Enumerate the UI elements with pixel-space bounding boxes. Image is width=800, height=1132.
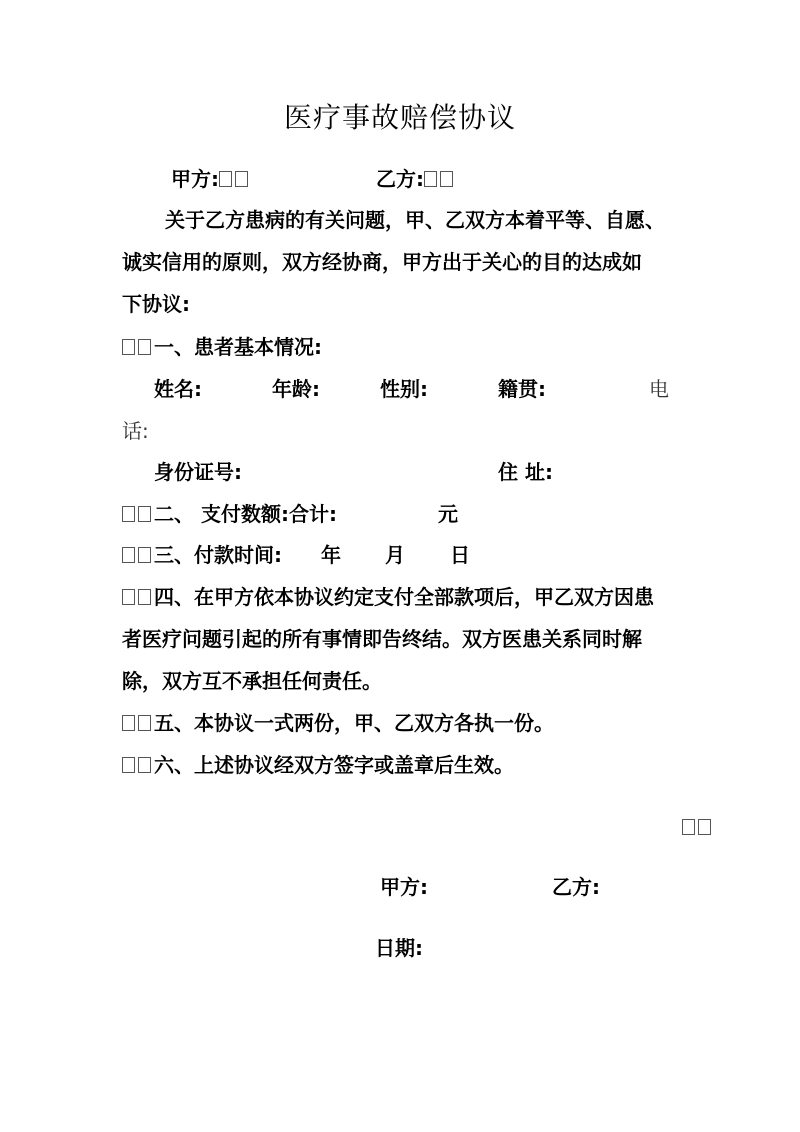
placeholder-box [698,819,711,835]
placeholder-box [219,171,232,187]
placeholder-box [138,757,151,773]
signature-party-a-label: 甲方: [380,875,428,899]
party-a-field [171,165,251,193]
gender-label: 性别: [380,377,428,401]
month-label: 月 [385,543,405,567]
phone-label-part2: 话: [122,419,149,443]
placeholder-box [682,819,695,835]
clause-2 [122,500,337,528]
party-b-field [376,165,456,193]
id-number-label: 身份证号: [154,460,242,484]
address-label: 住 址: [498,460,553,484]
placeholder-box [440,171,453,187]
document-title: 医疗事故赔偿协议 [283,101,516,134]
party-a-label: 甲方: [171,167,219,191]
day-label: 日 [450,543,470,567]
clause-4-text-1: 四、在甲方依本协议约定支付全部款项后，甲乙双方因患 [154,585,654,609]
native-place-label: 籍贯: [498,377,546,401]
name-label: 姓名: [154,377,202,401]
year-label: 年 [321,543,341,567]
placeholder-box [122,757,135,773]
clause-6 [122,751,514,779]
clause-1-heading-text: 一、患者基本情况: [154,335,322,359]
placeholder-box [122,547,135,563]
placeholder-box [138,506,151,522]
placeholder-box [138,715,151,731]
clause-4-line-1 [122,583,654,611]
placeholder-box [138,339,151,355]
clause-4-line-2: 者医疗问题引起的所有事情即告终结。双方医患关系同时解 [122,627,642,651]
age-label: 年龄: [272,377,320,401]
clause-2-text: 二、 支付数额:合计: [154,502,337,526]
placeholder-box [235,171,248,187]
placeholder-box [424,171,437,187]
placeholder-box [138,547,151,563]
placeholder-box [138,589,151,605]
placeholder-box [122,715,135,731]
intro-line-1: 关于乙方患病的有关问题，甲、乙双方本着平等、自愿、 [165,208,665,232]
signature-date-label: 日期: [375,936,423,960]
clause-4-line-3: 除，双方互不承担任何责任。 [122,669,382,693]
intro-line-3: 下协议: [122,292,190,316]
clause-3-text: 三、付款时间: [154,543,282,567]
placeholder-box-group [682,813,714,841]
clause-5 [122,709,554,737]
phone-label-part1: 电 [649,377,669,401]
clause-5-text: 五、本协议一式两份，甲、乙双方各执一份。 [154,711,554,735]
intro-line-2: 诚实信用的原则，双方经协商，甲方出于关心的目的达成如 [122,250,642,274]
clause-6-text: 六、上述协议经双方签字或盖章后生效。 [154,753,514,777]
placeholder-box [122,339,135,355]
party-b-label: 乙方: [376,167,424,191]
signature-party-b-label: 乙方: [552,875,600,899]
clause-3 [122,541,282,569]
placeholder-box [122,589,135,605]
clause-1-heading [122,333,322,361]
amount-unit: 元 [438,502,458,526]
placeholder-box [122,506,135,522]
